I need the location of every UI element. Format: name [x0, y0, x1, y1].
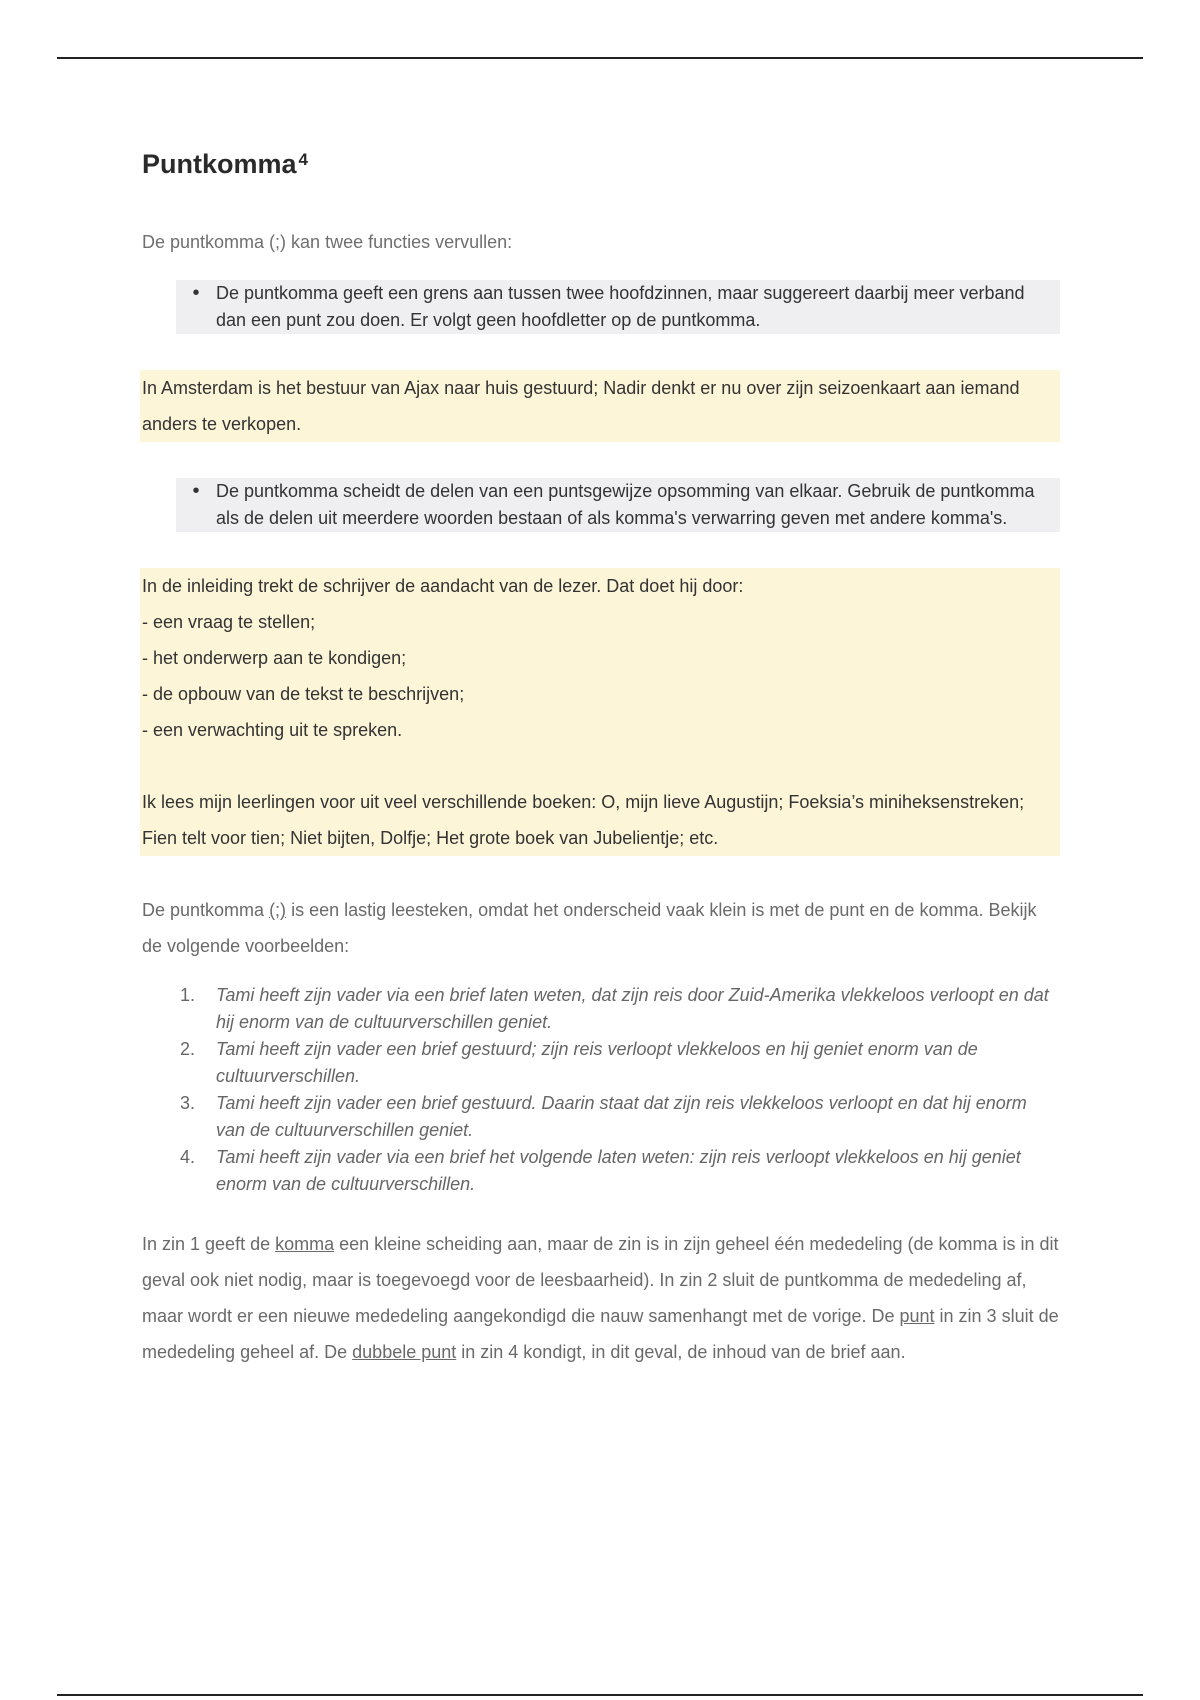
bullet-text: De puntkomma scheidt de delen van een puntsgewijze opsomming van elkaar. Gebruik de puntkomma als de delen uit meerdere woorden bestaan of als komma's verwarring geven met andere komma's. — [216, 481, 1035, 528]
title-text: Puntkomma — [142, 149, 297, 179]
bottom-rule — [57, 1694, 1143, 1696]
bullet-icon: • — [192, 480, 200, 502]
example-sentence: Tami heeft zijn vader via een brief laten weten, dat zijn reis door Zuid-Amerika vlekkeloos verloopt en dat hij enorm van de cultuurverschillen geniet. — [216, 985, 1049, 1032]
term-punt: punt — [899, 1306, 935, 1326]
footnote-marker: 4 — [298, 150, 308, 169]
top-rule — [57, 57, 1143, 59]
bullet-text: De puntkomma geeft een grens aan tussen twee hoofdzinnen, maar suggereert daarbij meer verband dan een punt zou doen. Er volgt geen hoofdletter op de puntkomma. — [216, 283, 1025, 330]
document-body — [142, 140, 1060, 1388]
term-komma: komma — [275, 1234, 335, 1254]
semicolon-symbol: (;) — [269, 900, 287, 920]
intro-text: De puntkomma (;) kan twee functies vervullen: — [142, 232, 513, 252]
list-line: - de opbouw van de tekst te beschrijven; — [142, 684, 465, 704]
example-box-2 — [140, 568, 1060, 856]
list-number: 4. — [180, 1147, 196, 1167]
list-line: - een vraag te stellen; — [142, 612, 316, 632]
list-item — [176, 1144, 1060, 1198]
bullet-item-1 — [176, 280, 1060, 334]
bullet-icon: • — [192, 282, 200, 304]
example-intro: In de inleiding trekt de schrijver de aandacht van de lezer. Dat doet hij door: — [142, 576, 744, 596]
list-item — [176, 1090, 1060, 1144]
example-sentence-list — [176, 982, 1060, 1198]
list-number: 1. — [180, 985, 196, 1005]
example-box-1 — [140, 370, 1060, 442]
list-number: 3. — [180, 1093, 196, 1113]
spacer — [142, 748, 1058, 784]
list-item — [176, 982, 1060, 1036]
list-line: - een verwachting uit te spreken. — [142, 720, 403, 740]
list-number: 2. — [180, 1039, 196, 1059]
example-sentence: Tami heeft zijn vader een brief gestuurd. Daarin staat dat zijn reis vlekkeloos verloopt en dat hij enorm van de cultuurverschillen geniet. — [216, 1093, 1027, 1140]
explanation-paragraph-2: In zin 1 geeft de komma een kleine scheiding aan, maar de zin is in zijn geheel één mededeling (de komma is in dit geval ook niet nodig, maar is toegevoegd voor de leesbaarheid). In zin 2 sluit de puntkomma de mededeling af, maar wordt er een nieuwe mededeling aangekondigd die nauw samenhangt met de vorige. De punt in zin 3 sluit de mededeling geheel af. De dubbele punt in zin 4 kondigt, in dit geval, de inhoud van de brief aan. — [142, 1234, 1059, 1362]
page-title — [142, 140, 1060, 188]
bullet-item-2 — [176, 478, 1060, 532]
list-line: - het onderwerp aan te kondigen; — [142, 648, 407, 668]
example-closing: Ik lees mijn leerlingen voor uit veel verschillende boeken: O, mijn lieve Augustijn; Foeksia’s miniheksenstreken; Fien telt voor tien; Niet bijten, Dolfje; Het grote boek van Jubelientje; etc. — [142, 792, 1025, 848]
explanation-paragraph-1: De puntkomma (;) is een lastig leesteken, omdat het onderscheid vaak klein is met de punt en de komma. Bekijk de volgende voorbeelden: — [142, 900, 1037, 956]
list-item — [176, 1036, 1060, 1090]
example-text: In Amsterdam is het bestuur van Ajax naar huis gestuurd; Nadir denkt er nu over zijn seizoenkaart aan iemand anders te verkopen. — [142, 378, 1020, 434]
example-sentence: Tami heeft zijn vader via een brief het volgende laten weten: zijn reis verloopt vlekkeloos en hij geniet enorm van de cultuurverschillen. — [216, 1147, 1021, 1194]
term-dubbele-punt: dubbele punt — [352, 1342, 457, 1362]
example-sentence: Tami heeft zijn vader een brief gestuurd; zijn reis verloopt vlekkeloos en hij geniet enorm van de cultuurverschillen. — [216, 1039, 978, 1086]
